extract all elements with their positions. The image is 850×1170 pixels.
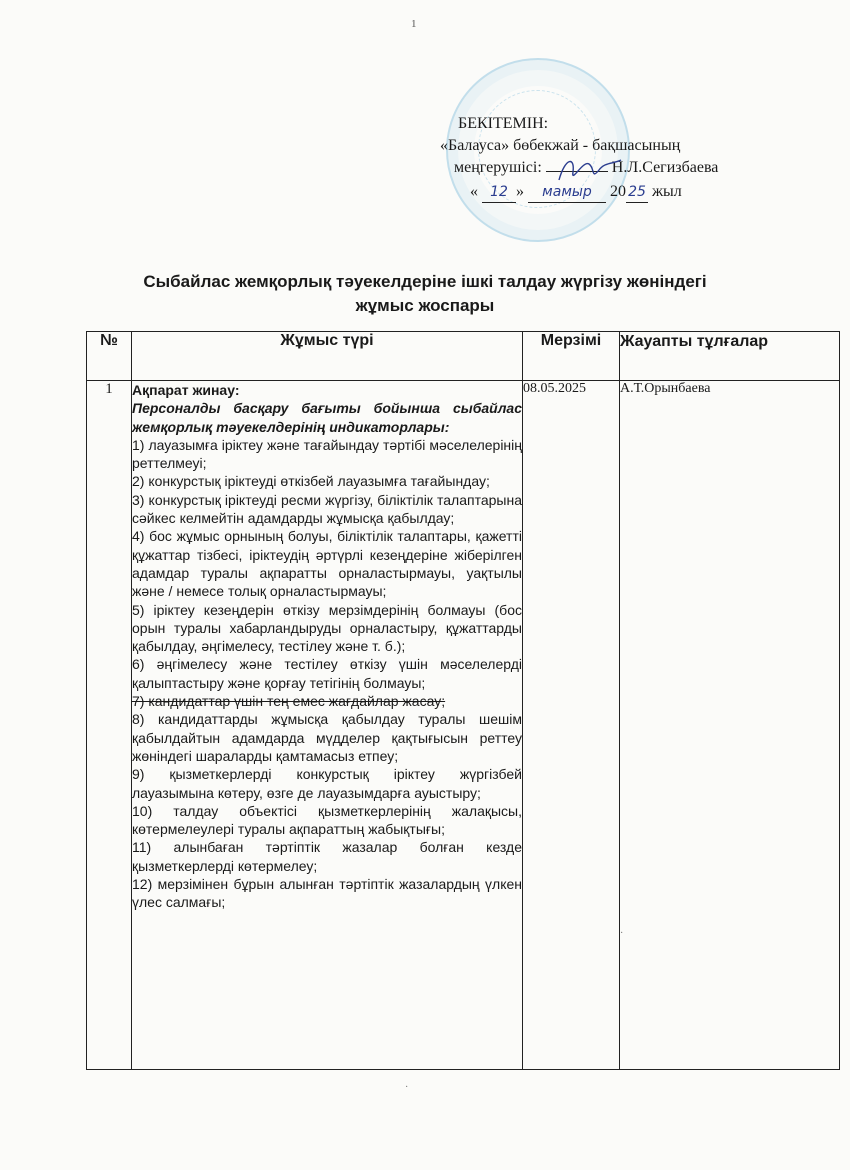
- date-quote-close: »: [516, 183, 524, 200]
- date-quote-open: «: [470, 183, 478, 200]
- signature-scribble: [555, 150, 625, 190]
- table-row: [87, 381, 840, 1070]
- page-mark: 1: [411, 18, 417, 30]
- list-item: 10) талдау объектісі қызметкерлерінің жалақысы, көтермелеулері туралы ақпараттың жабықтығы;: [132, 802, 522, 838]
- list-item: 4) бос жұмыс орнының болуы, біліктілік талаптары, қажетті құжаттар тізбесі, іріктеудің әртүрлі кезеңдеріне жіберілген адамдар туралы ақпаратты орналастырмауы, уақтылы және / немесе толық орналастырмауы;: [132, 528, 522, 600]
- head-name: Н.Л.Сегизбаева: [611, 159, 719, 176]
- header-number: №: [87, 332, 132, 381]
- document-title: [90, 270, 760, 318]
- row-number: 1: [87, 381, 132, 1070]
- row-deadline: 08.05.2025: [523, 381, 620, 1070]
- list-item: 2) конкурстық іріктеуді өткізбей лауазымға тағайындау;: [132, 473, 490, 490]
- title-line-2: жұмыс жоспары: [355, 296, 495, 315]
- list-item: 3) конкурстық іріктеуді ресми жүргізу, біліктілік талаптарына сәйкес келмейтін адамдарды жұмысқа қабылдау;: [132, 491, 522, 527]
- header-deadline: Мерзімі: [523, 332, 620, 381]
- list-item: 5) іріктеу кезеңдерін өткізу мерзімдерінің болмауы (бос орын туралы хабарландыруды орналастыру, құжаттарды қабылдау, әңгімелесу, тестілеу және т. б.);: [132, 601, 522, 655]
- work-plan-table: [86, 331, 840, 1070]
- row-heading: Ақпарат жинау:: [132, 382, 240, 398]
- approve-label: БЕКІТЕМІН:: [458, 115, 549, 132]
- list-item: 6) әңгімелесу және тестілеу өткізу үшін мәселелерді қалыптастыру және қорғау тетігінің болмауы;: [132, 656, 522, 691]
- date-year-suffix: жыл: [652, 183, 682, 200]
- list-item: 7) кандидаттар үшін тең емес жағдайлар жасау;: [132, 693, 446, 710]
- list-item: 11) алынбаған тәртіптік жазалар болған кезде қызметкерлерді көтермелеу;: [132, 839, 522, 874]
- head-title: меңгерушісі:: [454, 159, 542, 176]
- row-responsible: А.Т.Орынбаева: [620, 381, 840, 1070]
- date-day: 12: [482, 182, 516, 203]
- header-work-type: Жұмыс түрі: [132, 332, 523, 381]
- list-item: 9) қызметкерлерді конкурстық іріктеу жүргізбей лауазымына көтеру, өзге де лауазымдарға ауыстыру;: [132, 766, 522, 801]
- list-item: 8) кандидаттарды жұмысқа қабылдау туралы шешім қабылдайтын адамдарда мүдделер қақтығысын реттеу жөніндегі шараларды қамтамасыз етпеу;: [132, 711, 522, 764]
- scan-speck: ·: [405, 1082, 409, 1093]
- scan-speck: ·: [620, 928, 624, 939]
- organization-line: «Балауса» бөбекжай - бақшасының: [440, 137, 681, 154]
- date-year-hand: 25: [626, 182, 648, 203]
- date-year-prefix: 20: [610, 183, 626, 200]
- list-item: 1) лауазымға іріктеу және тағайындау тәртібі мәселелерінің реттелмеуі;: [132, 436, 522, 472]
- table-header-row: [87, 332, 840, 381]
- header-responsible: Жауапты тұлғалар: [620, 332, 840, 381]
- row-subheading: Персоналды басқару бағыты бойынша сыбайлас жемқорлық тәуекелдерінің индикаторлары:: [132, 400, 522, 435]
- list-item: 12) мерзімінен бұрын алынған тәртіптік жазалардың үлкен үлес салмағы;: [132, 876, 522, 911]
- date-month: мамыр: [528, 182, 606, 203]
- row-work-type: [132, 381, 523, 1070]
- title-line-1: Сыбайлас жемқорлық тәуекелдеріне ішкі талдау жүргізу жөніндегі: [143, 272, 707, 291]
